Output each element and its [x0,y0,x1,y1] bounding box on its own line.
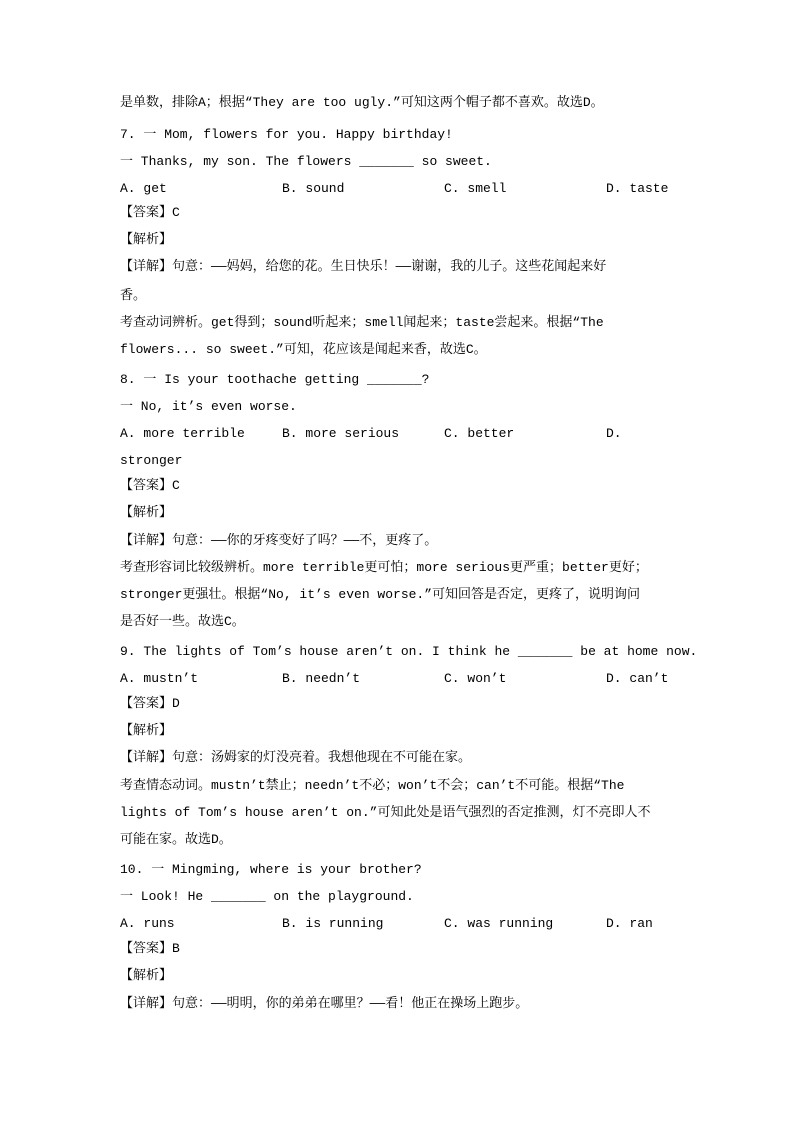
q8-detail-2: 考查形容词比较级辨析。more terrible更可怕；more serious更严重；better更好； [120,560,648,575]
q10-stem-2: 一 Look! He _______ on the playground. [120,889,414,904]
q9-detail-2: 考查情态动词。mustn’t禁止；needn’t不必；won’t不会；can’t不可能。根据“The [120,778,625,793]
q8-option-a: A. more terrible [120,426,245,441]
q10-option-d: D. ran [606,916,653,931]
q8-detail-1: 【详解】句意：——你的牙疼变好了吗？——不，更疼了。 [120,533,438,548]
q7-detail-2: 香。 [120,288,147,303]
q9-answer: 【答案】D [120,696,180,711]
q9-detail-1: 【详解】句意：汤姆家的灯没亮着。我想他现在不可能在家。 [120,750,472,765]
intro-tail: 是单数，排除A；根据“They are too ugly.”可知这两个帽子都不喜欢。故选D。 [120,95,604,110]
q7-stem-2: 一 Thanks, my son. The flowers _______ so sweet. [120,154,492,169]
q10-stem-1: 10. 一 Mingming, where is your brother? [120,862,422,877]
q9-detail-3: lights of Tom’s house aren’t on.”可知此处是语气强烈的否定推测，灯不亮即人不 [120,805,651,820]
q9-option-a: A. mustn’t [120,671,199,686]
q9-stem-1: 9. The lights of Tom’s house aren’t on. I think he _______ be at home now. [120,644,698,659]
q8-detail-4: 是否好一些。故选C。 [120,614,245,629]
q7-option-b: B. sound [282,181,345,196]
q10-answer: 【答案】B [120,941,180,956]
q7-option-c: C. smell [444,181,507,196]
q8-stem-1: 8. 一 Is your toothache getting _______? [120,372,430,387]
q8-answer: 【答案】C [120,478,180,493]
q9-option-c: C. won’t [444,671,507,686]
q9-analysis-label: 【解析】 [120,723,173,738]
q10-analysis-label: 【解析】 [120,968,173,983]
q7-stem-1: 7. 一 Mom, flowers for you. Happy birthday! [120,127,453,142]
q7-detail-1: 【详解】句意：——妈妈，给您的花。生日快乐！——谢谢，我的儿子。这些花闻起来好 [120,259,607,274]
q8-stem-2: 一 No, it’s even worse. [120,399,297,414]
q10-detail-1: 【详解】句意：——明明，你的弟弟在哪里？——看！他正在操场上跑步。 [120,996,529,1011]
q10-option-a: A. runs [120,916,175,931]
q10-option-c: C. was running [444,916,554,931]
q8-option-d: D. [606,426,622,441]
q9-option-d: D. can’t [606,671,669,686]
q7-option-d: D. taste [606,181,669,196]
q8-analysis-label: 【解析】 [120,505,173,520]
q9-option-b: B. needn’t [282,671,361,686]
q8-option-b: B. more serious [282,426,400,441]
q8-option-c: C. better [444,426,515,441]
q8-option-d-text: stronger [120,453,183,468]
q10-option-b: B. is running [282,916,384,931]
q7-analysis-label: 【解析】 [120,232,173,247]
q9-detail-4: 可能在家。故选D。 [120,832,232,847]
q7-detail-3: 考查动词辨析。get得到；sound听起来；smell闻起来；taste尝起来。根据“The [120,315,604,330]
q7-answer: 【答案】C [120,205,180,220]
q8-detail-3: stronger更强壮。根据“No, it’s even worse.”可知回答是否定，更疼了，说明询问 [120,587,641,602]
q7-option-a: A. get [120,181,167,196]
q7-detail-4: flowers... so sweet.”可知，花应该是闻起来香，故选C。 [120,342,487,357]
